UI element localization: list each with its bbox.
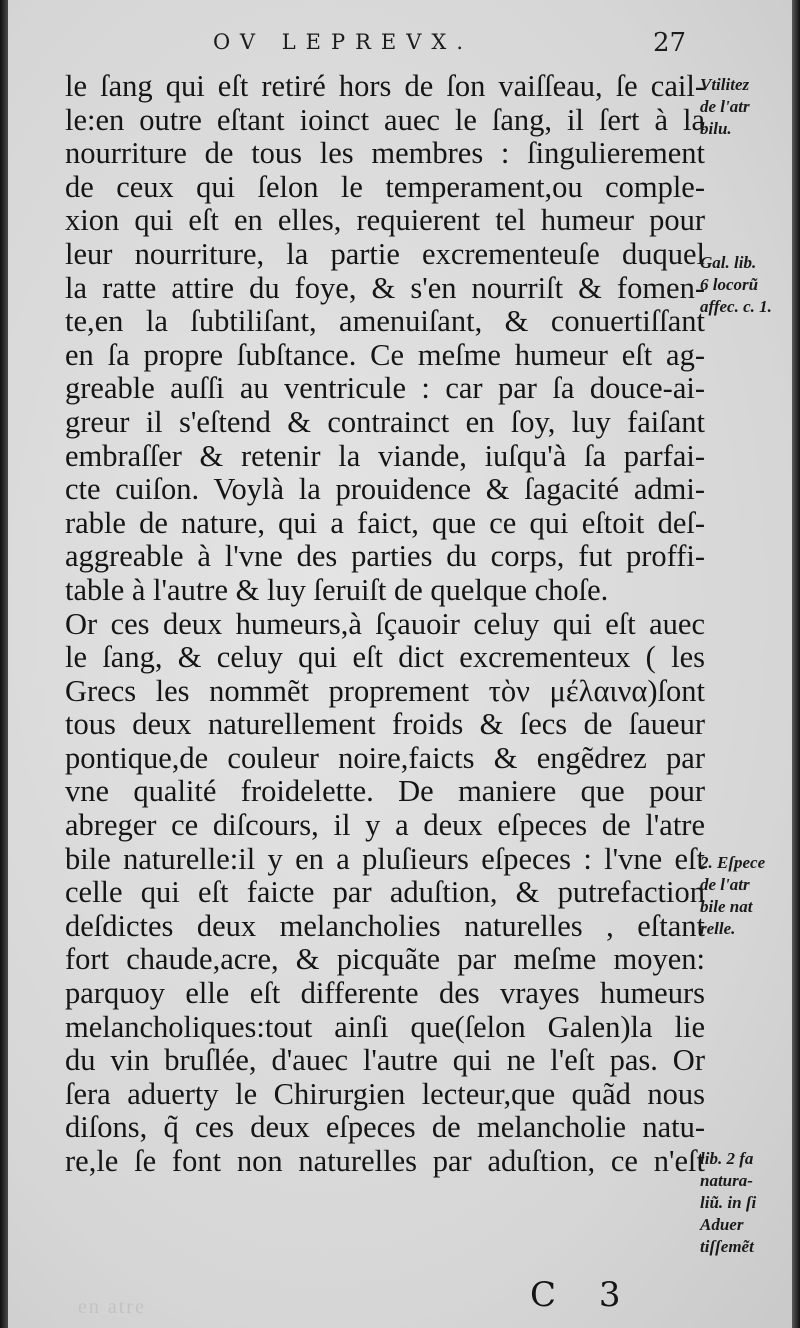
margin-note-line: Vtilitez: [700, 75, 750, 94]
text-line: re,le ſe font non naturelles par aduſtion, ce n'eſt: [65, 1144, 705, 1178]
text-line: Or ces deux humeurs,à ſçauoir celuy qui eſt auec: [65, 606, 705, 641]
text-line: Grecs les nommẽt proprement τὸν μέλαινα)ſont: [65, 673, 705, 708]
margin-note-line: affec. c. 1.: [700, 297, 772, 316]
text-line: le:en outre eſtant ioinct auec le ſang, il ſert à la: [65, 102, 705, 137]
text-line: vne qualité froidelette. De maniere que pour: [65, 774, 705, 809]
text-line: table à l'autre & luy ſeruiſt de quelque choſe.: [65, 572, 609, 607]
book-page: [8, 0, 792, 1328]
text-line: nourriture de tous les membres : ſingulierement: [65, 136, 705, 171]
margin-note-line: lib. 2 fa: [700, 1149, 754, 1168]
text-line: tous deux naturellement froids & ſecs de ſaueur: [65, 707, 705, 742]
margin-note-vtilitez: [700, 74, 792, 140]
margin-note-line: 6 locorũ: [700, 275, 759, 294]
margin-note-line: tiſſemẽt: [700, 1237, 754, 1256]
text-line: en ſa propre ſubſtance. Ce meſme humeur eſt ag-: [65, 337, 705, 372]
running-head: OV LEPREVX.: [213, 30, 474, 54]
margin-note-lib-2: [700, 1148, 792, 1258]
text-line: abreger ce diſcours, il y a deux eſpeces de l'atre: [65, 808, 705, 843]
text-line: fort chaude,acre, & picquãte par meſme moyen:: [65, 942, 705, 977]
text-line: pontique,de couleur noire,faicts & engẽdrez par: [65, 740, 705, 775]
text-line: deſdictes deux melancholies naturelles , eſtant: [65, 908, 705, 943]
text-line: diſons, q̃ ces deux eſpeces de melancholie natu-: [65, 1110, 705, 1145]
text-line: cte cuiſon. Voylà la prouidence & ſagacité admi-: [65, 472, 705, 507]
text-line: celle qui eſt faicte par aduſtion, & putrefaction: [65, 875, 705, 910]
text-line: ſera aduerty le Chirurgien lecteur,que quãd nous: [65, 1076, 705, 1111]
body-text: [65, 70, 705, 1179]
text-line: greable auſſi au ventricule : car par ſa douce-ai-: [65, 371, 705, 406]
signature-mark: C 3: [530, 1275, 637, 1315]
text-line: rable de nature, qui a faict, que ce qui eſtoit deſ-: [65, 505, 705, 540]
text-line: le ſang qui eſt retiré hors de ſon vaiſſeau, ſe cail-: [65, 69, 705, 103]
text-line: melancholiques:tout ainſi que(ſelon Galen)la lie: [65, 1009, 705, 1044]
right-page-edge: [792, 0, 800, 1328]
page-number: 27: [653, 28, 687, 58]
margin-note-line: de l'atr: [700, 97, 750, 116]
text-line: leur nourriture, la partie excrementeuſe duquel: [65, 236, 705, 271]
bleed-through-text: en atre: [78, 1296, 146, 1318]
margin-note-line: de l'atr: [700, 875, 750, 894]
margin-note-galen-reference: [700, 252, 792, 318]
text-line: xion qui eſt en elles, requierent tel humeur pour: [65, 203, 705, 238]
text-line: greur il s'eſtend & contrainct en ſoy, luy faiſant: [65, 404, 705, 439]
text-line: embraſſer & retenir la viande, iuſqu'à ſa parfai-: [65, 438, 705, 473]
margin-note-line: liũ. in ſi: [700, 1193, 757, 1212]
margin-note-espece: [700, 852, 792, 940]
text-line: du vin bruſlée, d'auec l'autre qui ne l'eſt pas. Or: [65, 1043, 705, 1078]
margin-note-line: Aduer: [700, 1215, 744, 1234]
text-line: de ceux qui ſelon le temperament,ou comple-: [65, 169, 705, 204]
margin-note-line: bile nat: [700, 897, 753, 916]
text-line: bile naturelle:il y en a pluſieurs eſpeces : l'vne eſt: [65, 841, 705, 876]
margin-note-line: 2. Eſpece: [700, 853, 766, 872]
text-line: la ratte attire du foye, & s'en nourriſt & fomen-: [65, 270, 705, 305]
text-line: aggreable à l'vne des parties du corps, fut proffi-: [65, 539, 705, 574]
margin-note-line: Gal. lib.: [700, 253, 757, 272]
text-line: parquoy elle eſt differente des vrayes humeurs: [65, 976, 705, 1011]
margin-note-line: relle.: [700, 919, 736, 938]
text-line: le ſang, & celuy qui eſt dict excrementeux ( les: [65, 640, 705, 675]
left-page-edge: [0, 0, 8, 1328]
margin-note-line: bilu.: [700, 119, 732, 138]
text-line: te,en la ſubtiliſant, amenuiſant, & conuertiſſant: [65, 304, 705, 339]
margin-note-line: natura-: [700, 1171, 753, 1190]
